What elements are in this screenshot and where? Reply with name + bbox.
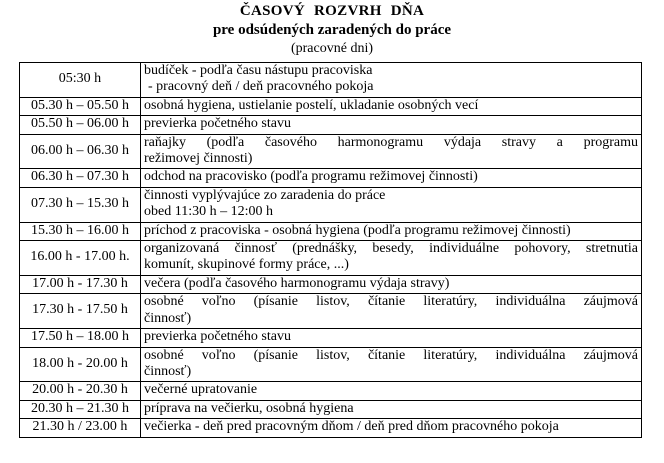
activity-cell [141,222,642,240]
activity-line: organizovaná činnosť (prednášky, besedy, individuálne pohovory, stretnutia [144,241,638,257]
time-cell: 15.30 h – 16.00 h [20,222,141,240]
activity-line: budíček - podľa času nástupu pracoviska [144,63,373,78]
time-cell: 07.30 h – 15.30 h [20,187,141,222]
activity-cell [141,134,642,169]
activity-line: komunít, skupinové formy práce, ...) [144,257,349,273]
activity-cell [141,400,642,418]
table-row [20,419,642,437]
schedule-note: (pracovné dni) [290,41,374,56]
table-row [20,400,642,418]
activity-line: príchod z pracoviska - osobná hygiena (podľa programu režimovej činnosti) [144,222,571,238]
table-row [20,382,642,400]
activity-line: činnosť) [144,363,192,379]
table-row [20,294,642,329]
activity-line: previerka početného stavu [144,329,291,345]
table-row [20,275,642,293]
table-row [20,169,642,187]
activity-line: raňajky (podľa časového harmonogramu výdaja stravy a programu [144,134,638,150]
schedule-table [19,62,642,438]
time-cell: 16.00 h - 17.00 h. [20,241,141,276]
activity-cell [141,382,642,400]
activity-cell [141,275,642,293]
table-row [20,97,642,115]
time-cell: 21.30 h / 23.00 h [20,419,141,437]
time-cell: 18.00 h - 20.00 h [20,347,141,382]
activity-cell [141,63,642,98]
activity-line: osobné voľno (písanie listov, čítanie literatúry, individuálna záujmová [144,294,638,310]
activity-line: odchod na pracovisko (podľa programu režimovej činnosti) [144,169,478,185]
table-row [20,116,642,134]
time-cell: 05:30 h [20,63,141,98]
table-row [20,347,642,382]
time-cell: 17.30 h - 17.50 h [20,294,141,329]
schedule-title: ČASOVÝ ROZVRH DŇA [239,3,425,19]
activity-cell [141,116,642,134]
time-cell: 17.50 h – 18.00 h [20,329,141,347]
activity-line: činnosť) [144,310,192,326]
schedule-subtitle: pre odsúdených zaradených do práce [212,22,452,38]
table-row [20,187,642,222]
activity-cell [141,169,642,187]
time-cell: 20.00 h - 20.30 h [20,382,141,400]
activity-line: - pracovný deň / deň pracovného pokoja [148,79,374,95]
time-cell: 06.00 h – 06.30 h [20,134,141,169]
table-row [20,222,642,240]
activity-line: previerka početného stavu [144,116,291,132]
activity-cell [141,329,642,347]
activity-cell [141,419,642,437]
activity-line: príprava na večierku, osobná hygiena [144,400,354,416]
table-row [20,241,642,276]
activity-line: obed 11:30 h – 12:00 h [144,204,273,220]
activity-cell [141,187,642,222]
time-cell: 20.30 h – 21.30 h [20,400,141,418]
activity-line: osobná hygiena, ustielanie postelí, ukladanie osobných vecí [144,97,479,113]
activity-cell [141,241,642,276]
time-cell: 06.30 h – 07.30 h [20,169,141,187]
table-row [20,134,642,169]
activity-cell [141,294,642,329]
activity-cell [141,347,642,382]
activity-line: osobné voľno (písanie listov, čítanie literatúry, individuálna záujmová [144,347,638,363]
activity-line: večerné upratovanie [144,382,258,398]
activity-line: večierka - deň pred pracovným dňom / deň pred dňom pracovného pokoja [144,419,559,435]
activity-line: činnosti vyplývajúce zo zaradenia do práce [144,187,386,203]
table-row [20,329,642,347]
time-cell: 05.30 h – 05.50 h [20,97,141,115]
time-cell: 05.50 h – 06.00 h [20,116,141,134]
table-row [20,63,642,98]
time-cell: 17.00 h - 17.30 h [20,275,141,293]
activity-cell [141,97,642,115]
activity-line: večera (podľa časového harmonogramu výdaja stravy) [144,275,450,291]
activity-line: režimovej činnosti) [144,151,253,167]
